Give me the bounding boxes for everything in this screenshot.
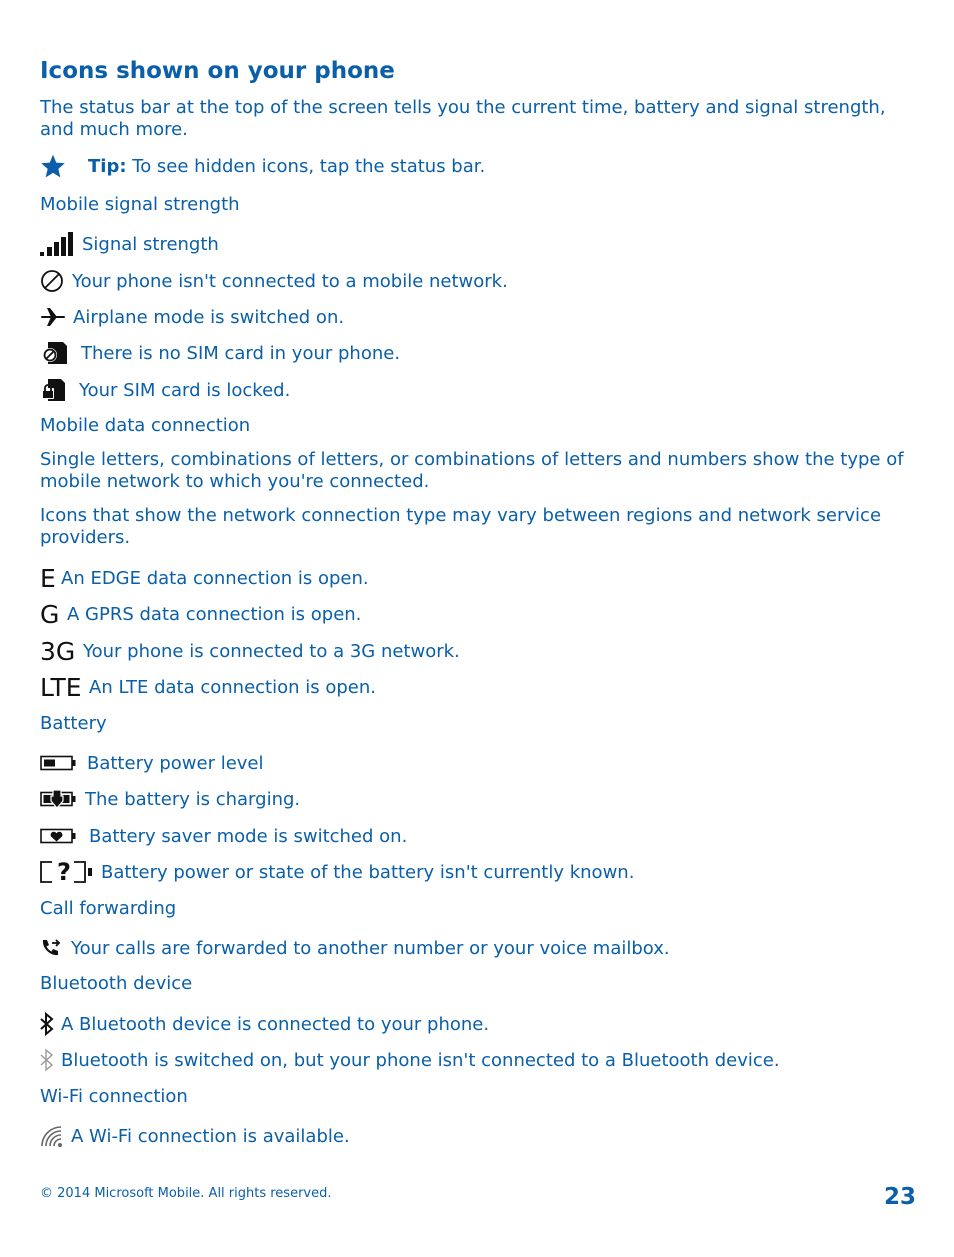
section-title-bluetooth: Bluetooth device xyxy=(40,973,193,994)
item-text: Your SIM card is locked. xyxy=(79,379,291,401)
item-text: An EDGE data connection is open. xyxy=(61,567,369,589)
list-item xyxy=(40,786,300,812)
section-title-battery: Battery xyxy=(40,713,107,734)
3g-icon: 3G xyxy=(40,636,76,666)
list-item xyxy=(40,823,407,849)
tip xyxy=(40,151,485,181)
copyright: © 2014 Microsoft Mobile. All rights reserved. xyxy=(40,1186,332,1201)
signal-strength-icon xyxy=(40,232,82,256)
wifi-icon xyxy=(40,1125,71,1147)
no-sim-icon xyxy=(40,341,81,365)
item-text: A Wi-Fi connection is available. xyxy=(71,1125,350,1147)
star-icon xyxy=(40,153,88,179)
page-title: Icons shown on your phone xyxy=(40,58,395,84)
list-item xyxy=(40,1123,350,1149)
item-text: The battery is charging. xyxy=(85,788,301,810)
battery-saver-icon xyxy=(40,828,89,844)
list-item xyxy=(40,859,634,885)
section-title-mobile-signal: Mobile signal strength xyxy=(40,194,240,215)
sim-locked-icon xyxy=(40,378,79,402)
item-text: A GPRS data connection is open. xyxy=(67,603,362,625)
list-item xyxy=(40,935,670,961)
list-item xyxy=(40,601,361,627)
tip-text: To see hidden icons, tap the status bar. xyxy=(126,155,486,177)
list-item xyxy=(40,750,264,776)
tip-label: Tip: xyxy=(88,155,127,177)
item-text: A Bluetooth device is connected to your phone. xyxy=(61,1013,490,1035)
list-item xyxy=(40,638,460,664)
edge-icon: E xyxy=(40,563,56,593)
call-forward-icon xyxy=(40,937,71,959)
item-text: There is no SIM card in your phone. xyxy=(81,342,401,364)
item-text: Your calls are forwarded to another number or your voice mailbox. xyxy=(71,937,670,959)
no-network-icon xyxy=(40,269,72,293)
item-text: Signal strength xyxy=(82,233,219,255)
intro-text: The status bar at the top of the screen tells you the current time, battery and signal strength, and much more. xyxy=(40,97,886,140)
battery-unknown-glyph: ? xyxy=(57,858,71,886)
list-item xyxy=(40,674,376,700)
list-item xyxy=(40,1047,780,1073)
list-item xyxy=(40,268,508,294)
mobile-data-note: Icons that show the network connection type may vary between regions and network service providers. xyxy=(40,505,882,548)
item-text: Battery power or state of the battery isn't currently known. xyxy=(101,861,635,883)
mobile-data-description: Single letters, combinations of letters, or combinations of letters and numbers show the type of mobile network to which you're connected. xyxy=(40,449,904,492)
item-text: Bluetooth is switched on, but your phone isn't connected to a Bluetooth device. xyxy=(61,1049,780,1071)
item-text: Battery saver mode is switched on. xyxy=(89,825,408,847)
list-item xyxy=(40,304,344,330)
item-text: Your phone is connected to a 3G network. xyxy=(83,640,460,662)
battery-charging-icon xyxy=(40,789,85,809)
bluetooth-on-icon xyxy=(40,1048,61,1072)
section-title-mobile-data: Mobile data connection xyxy=(40,415,251,436)
item-text: An LTE data connection is open. xyxy=(89,676,376,698)
item-text: Your phone isn't connected to a mobile network. xyxy=(72,270,508,292)
section-title-call-forwarding: Call forwarding xyxy=(40,898,177,919)
battery-unknown-icon xyxy=(40,860,101,884)
battery-level-icon xyxy=(40,755,87,771)
page-number: 23 xyxy=(884,1184,917,1210)
bluetooth-connected-icon xyxy=(40,1012,61,1036)
list-item xyxy=(40,231,219,257)
section-title-wifi: Wi-Fi connection xyxy=(40,1086,188,1107)
lte-icon: LTE xyxy=(40,672,82,702)
list-item xyxy=(40,565,369,591)
airplane-icon xyxy=(40,305,73,329)
list-item xyxy=(40,377,290,403)
list-item xyxy=(40,340,400,366)
item-text: Battery power level xyxy=(87,752,264,774)
item-text: Airplane mode is switched on. xyxy=(73,306,345,328)
gprs-icon: G xyxy=(40,599,60,629)
list-item xyxy=(40,1011,489,1037)
